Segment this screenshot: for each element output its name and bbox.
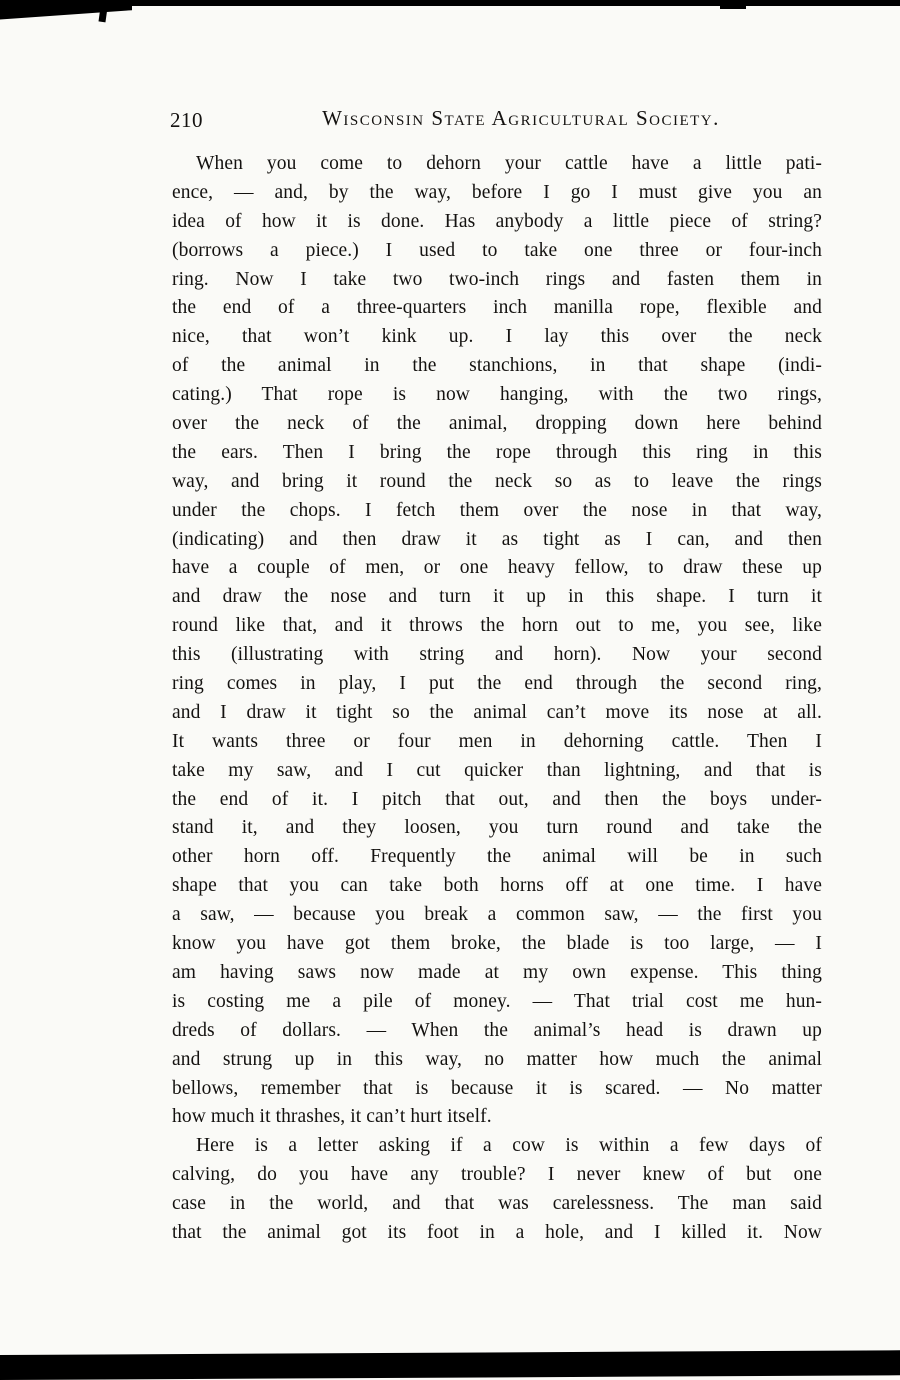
- text-line: a saw, — because you break a common saw, — the first you: [172, 904, 822, 926]
- text-line: shape that you can take both horns off at one time. I have: [172, 875, 822, 897]
- scan-artifact-top-blob: [0, 0, 132, 20]
- text-line: case in the world, and that was carelessness. The man said: [172, 1193, 822, 1215]
- scan-artifact-bottom-bar: [0, 1350, 900, 1380]
- body-text: [172, 150, 822, 1248]
- text-line: take my saw, and I cut quicker than lightning, and that is: [172, 759, 822, 781]
- text-line: am having saws now made at my own expense. This thing: [172, 961, 822, 983]
- text-line: (borrows a piece.) I used to take one three or four-inch: [172, 239, 822, 261]
- text-line: of the animal in the stanchions, in that shape (indi-: [172, 355, 822, 377]
- text-line: is costing me a pile of money. — That trial cost me hun-: [172, 990, 822, 1012]
- text-line: other horn off. Frequently the animal will be in such: [172, 846, 822, 868]
- text-line: ence, — and, by the way, before I go I must give you an: [172, 181, 822, 203]
- page-header: [170, 106, 822, 136]
- text-line: When you come to dehorn your cattle have a little pati-: [196, 153, 822, 174]
- text-line: dreds of dollars. — When the animal’s head is drawn up: [172, 1019, 822, 1041]
- paragraph: [172, 1132, 822, 1248]
- text-line: bellows, remember that is because it is scared. — No matter: [172, 1077, 822, 1099]
- text-line: have a couple of men, or one heavy fellow, to draw these up: [172, 557, 822, 579]
- scan-artifact-top-line: [0, 0, 900, 6]
- text-line: round like that, and it throws the horn out to me, you see, like: [172, 615, 822, 637]
- text-line: It wants three or four men in dehorning cattle. Then I: [172, 730, 822, 752]
- text-line: under the chops. I fetch them over the nose in that way,: [172, 499, 822, 521]
- text-line: the end of a three-quarters inch manilla rope, flexible and: [172, 297, 822, 319]
- running-head: Wisconsin State Agricultural Society.: [322, 106, 720, 130]
- text-line: and I draw it tight so the animal can’t move its nose at all.: [172, 701, 822, 723]
- text-line: idea of how it is done. Has anybody a little piece of string?: [172, 210, 822, 232]
- text-line: cating.) That rope is now hanging, with the two rings,: [172, 384, 822, 406]
- text-line: that the animal got its foot in a hole, and I killed it. Now: [172, 1221, 822, 1243]
- text-line: over the neck of the animal, dropping down here behind: [172, 413, 822, 435]
- text-line: the ears. Then I bring the rope through this ring in this: [172, 441, 822, 463]
- text-line: this (illustrating with string and horn). Now your second: [172, 644, 822, 666]
- text-line: know you have got them broke, the blade is too large, — I: [172, 933, 822, 955]
- text-line: calving, do you have any trouble? I never knew of but one: [172, 1164, 822, 1186]
- paragraph: [172, 150, 822, 1132]
- page-number: 210: [170, 108, 203, 132]
- text-line: way, and bring it round the neck so as to leave the rings: [172, 470, 822, 492]
- text-line: and strung up in this way, no matter how much the animal: [172, 1048, 822, 1070]
- text-line: the end of it. I pitch that out, and then the boys under-: [172, 788, 822, 810]
- text-line: (indicating) and then draw it as tight as I can, and then: [172, 528, 822, 550]
- text-line: stand it, and they loosen, you turn round and take the: [172, 817, 822, 839]
- text-line: ring comes in play, I put the end through the second ring,: [172, 673, 822, 695]
- text-line: Here is a letter asking if a cow is within a few days of: [196, 1135, 822, 1157]
- scan-artifact-top-tick: [99, 0, 109, 22]
- text-line: nice, that won’t kink up. I lay this over the neck: [172, 326, 822, 348]
- scan-artifact-top-tick2: [720, 0, 746, 9]
- text-line: how much it thrashes, it can’t hurt itself.: [172, 1106, 492, 1128]
- text-line: and draw the nose and turn it up in this shape. I turn it: [172, 586, 822, 608]
- text-line: ring. Now I take two two-inch rings and fasten them in: [172, 268, 822, 290]
